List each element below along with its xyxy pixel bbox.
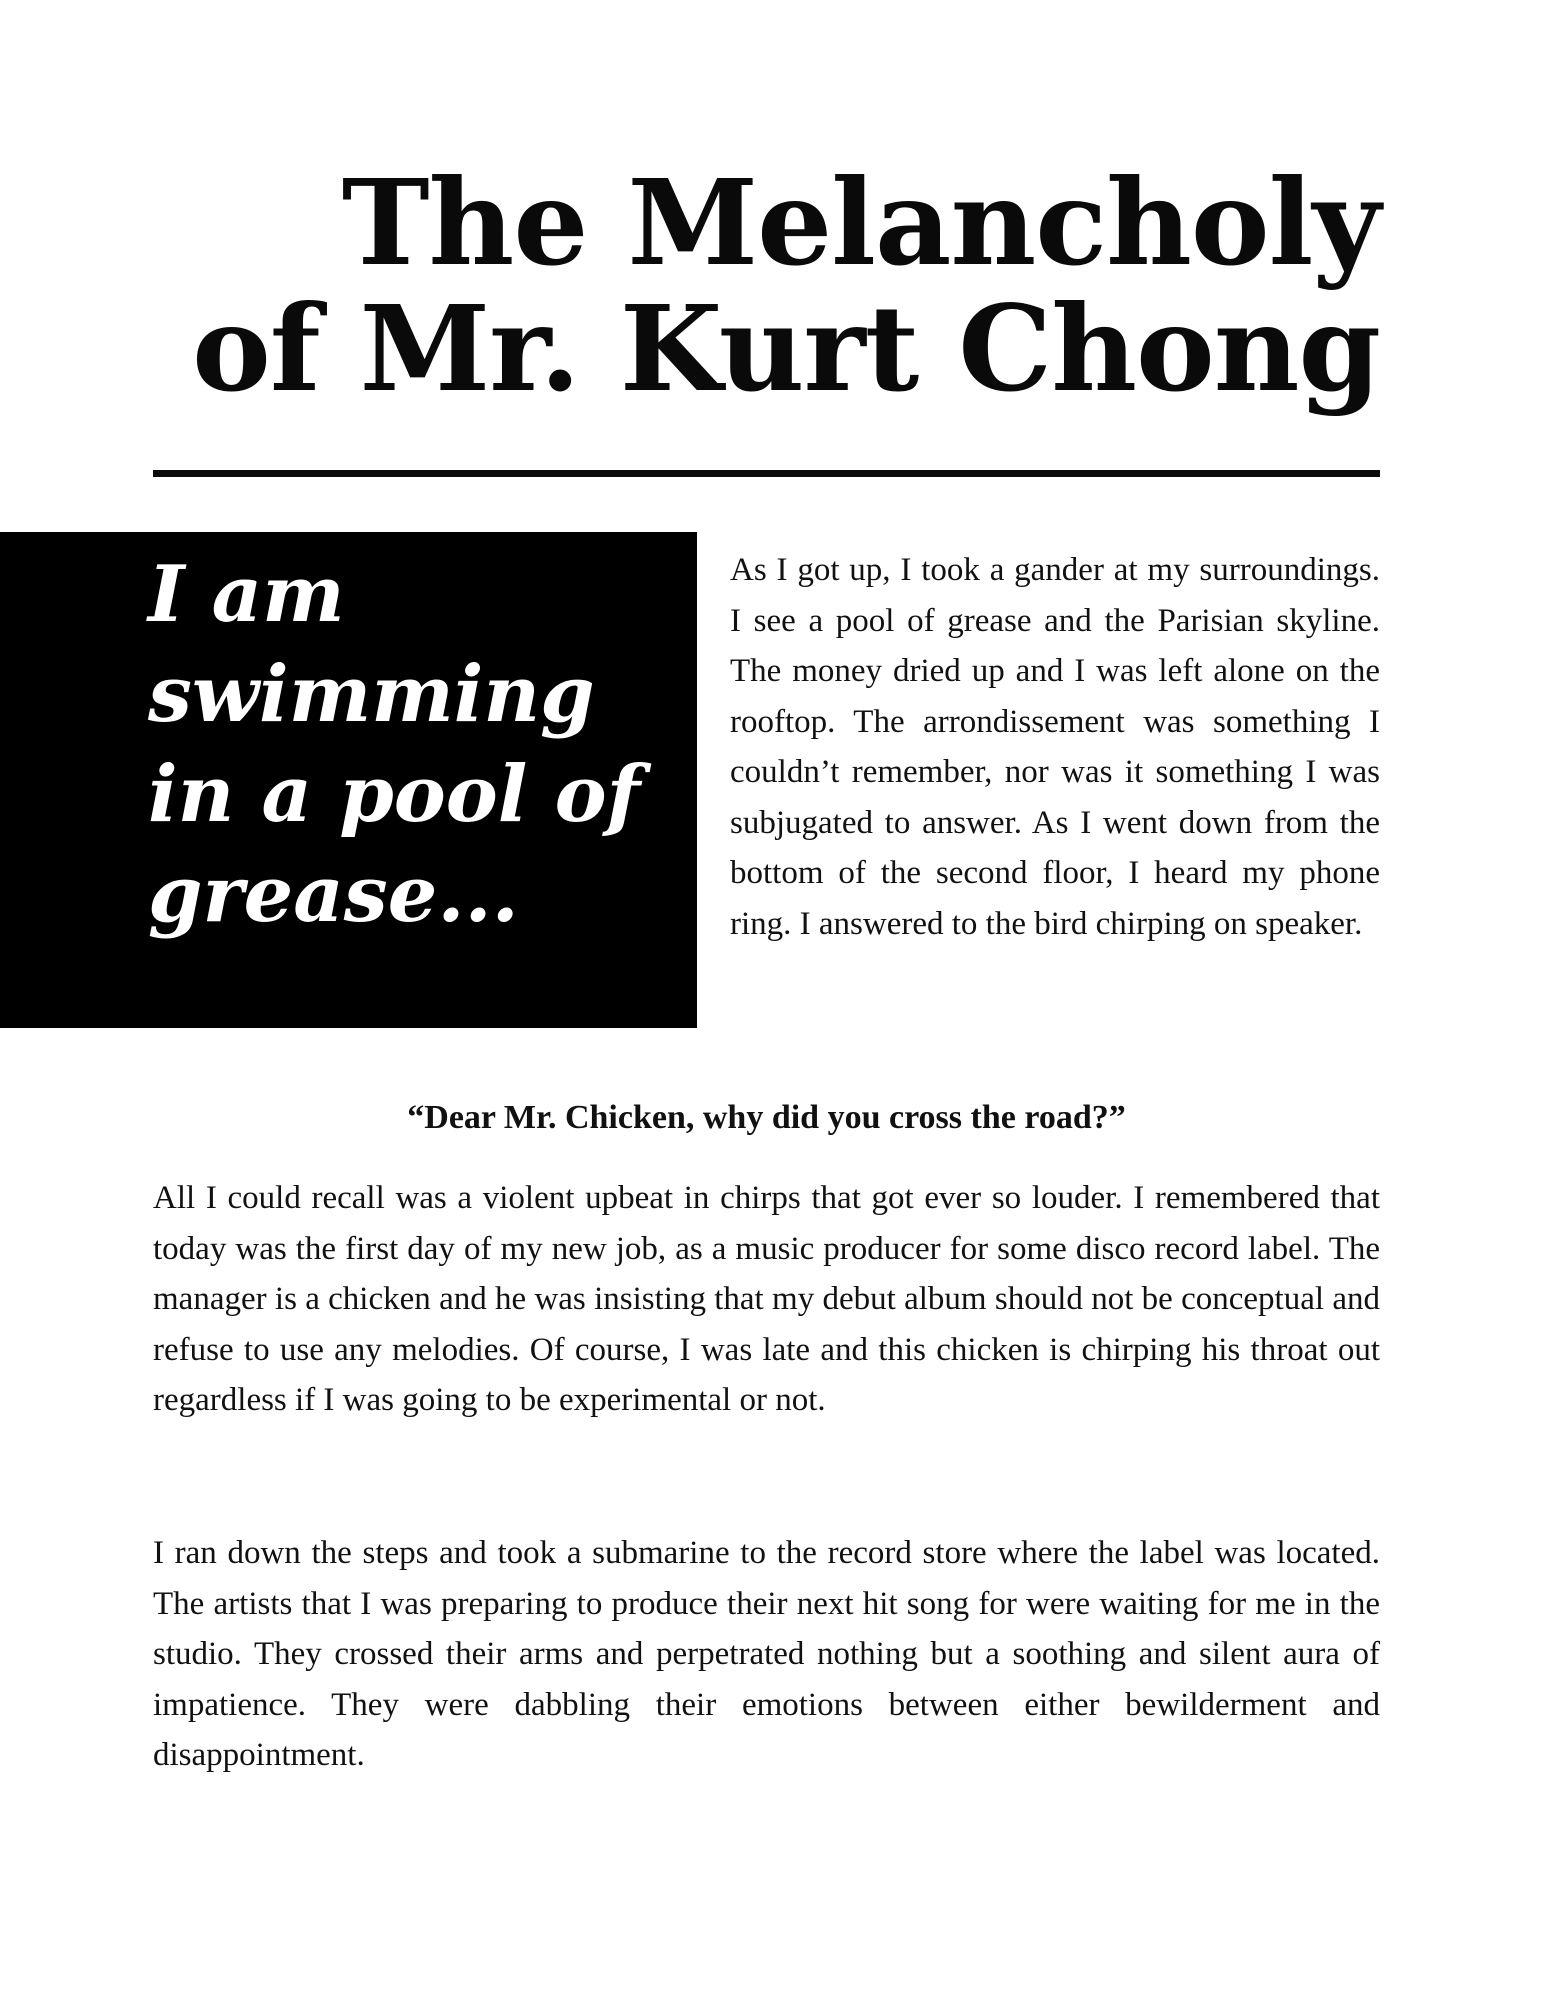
pull-quote-line-1: I am <box>148 549 345 640</box>
dialogue-quote: “Dear Mr. Chicken, why did you cross the road?” <box>407 1099 1126 1136</box>
title-line-1: The Melancholy <box>341 153 1380 292</box>
pull-quote-line-4: grease... <box>148 849 519 940</box>
pull-quote-line-3: in a pool of <box>148 749 641 840</box>
page-title <box>150 153 1380 418</box>
title-line-2: of Mr. Kurt Chong <box>192 279 1380 418</box>
pull-quote-line-2: swimming <box>148 649 595 740</box>
pull-quote <box>148 545 688 945</box>
body-paragraph: All I could recall was a violent upbeat in chirps that got ever so louder. I remembered that today was the first day of my new job, as a music producer for some disco record label. The manager is a chicken and he was insisting that my debut album should not be conceptual and refuse to use any melodies. Of course, I was late and this chicken is chirping his throat out regardless if I was going to be experimental or not. <box>153 1180 1380 1418</box>
body-paragraph: I ran down the steps and took a submarine to the record store where the label was located. The artists that I was preparing to produce their next hit song for were waiting for me in the studio. They crossed their arms and perpetrated nothing but a soothing and silent aura of impatience. They were dabbling their emotions between either bewilderment and disappointment. <box>153 1535 1380 1773</box>
title-divider <box>153 470 1380 477</box>
side-paragraph: As I got up, I took a gander at my surroundings. I see a pool of grease and the Parisian skyline. The money dried up and I was left alone on the rooftop. The arrondissement was something I couldn’t remember, nor was it something I was subjugated to answer. As I went down from the bottom of the second floor, I heard my phone ring. I answered to the bird chirping on speaker. <box>730 552 1380 942</box>
